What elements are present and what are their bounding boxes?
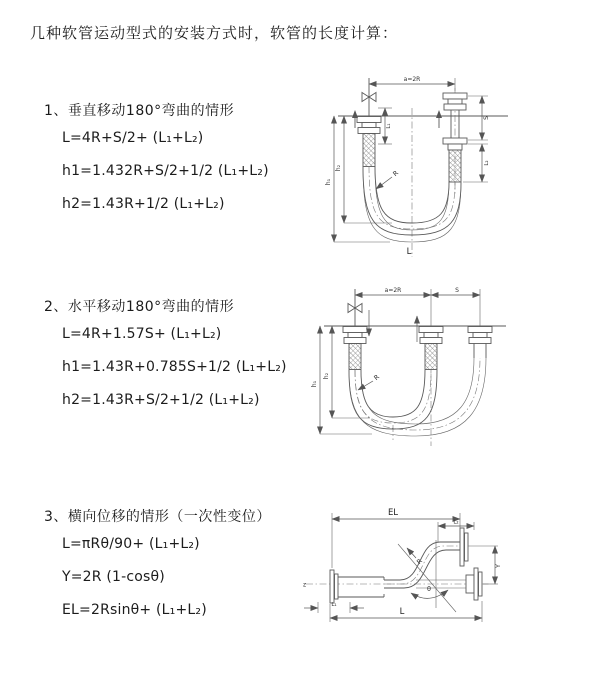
dim-s [431,287,480,295]
radius-callout [376,169,400,189]
section-1-heading: 1、垂直移动180°弯曲的情形 [44,103,235,119]
dim-span-label: a=2R [403,76,421,83]
dim-l2 [438,520,474,543]
dim-span-2r [369,76,455,91]
formula-line: h1=1.432R+S/2+1/2 (L₁+L₂) [62,163,269,179]
valve-symbol [348,289,362,326]
centerline-mark: z [303,581,307,589]
dim-h1-label: h₁ [325,178,332,186]
dim-h2-label: h₂ [335,164,342,172]
formula-line: h2=1.43R+1/2 (L₁+L₂) [62,196,225,212]
angle-theta-label: θ [427,585,431,593]
left-flange-pipe [330,570,384,603]
dim-l1 [378,108,392,144]
dim-h1-label: h₁ [311,380,318,388]
dim-l-label: L [399,607,405,617]
dim-l2 [463,144,490,182]
dim-s [468,96,490,140]
formula-line: L=πRθ/90+ (L₁+L₂) [62,536,200,552]
dim-el [332,508,460,568]
dim-l2-label: L₂ [453,519,459,526]
left-flange-fitting [343,327,367,370]
formula-line: L=4R+S/2+ (L₁+L₂) [62,130,204,146]
hose-s-curve [384,542,460,588]
right-flange-shifted-position [468,327,492,359]
formula-line: h2=1.43R+S/2+1/2 (L₁+L₂) [62,392,260,408]
dim-l [330,601,482,622]
formula-line: h1=1.43R+0.785S+1/2 (L₁+L₂) [62,359,287,375]
dim-h2-label: h₂ [323,372,330,380]
dim-l2-label: L₂ [484,160,490,166]
dim-l1 [304,602,364,613]
diagram-lateral-shift [298,500,600,645]
right-flange-lower-position [443,138,467,182]
radius-label: R [372,372,382,382]
top-flange-shifted-position [460,528,468,566]
radius-label: R [391,168,401,178]
right-pipe-original-position [416,568,482,600]
dim-s-label: S [483,116,490,120]
dim-span-2r [355,287,431,295]
dim-y-label: Y [494,564,502,568]
section-2-heading: 2、水平移动180°弯曲的情形 [44,299,235,315]
diagram-horizontal-bend [306,282,598,462]
formula-line: EL=2Rsinθ+ (L₁+L₂) [62,602,207,618]
length-label: L [406,247,412,257]
dim-l1-label: L₁ [386,123,392,129]
formula-line: L=4R+1.57S+ (L₁+L₂) [62,326,222,342]
dim-el-label: EL [387,508,399,518]
section-3-heading: 3、横向位移的情形（一次性变位） [44,509,271,525]
dim-s-label: S [455,287,459,294]
page-title: 几种软管运动型式的安装方式时，软管的长度计算： [30,24,399,42]
formula-line: Y=2R (1-cosθ) [62,569,165,585]
angle-theta [398,540,456,612]
middle-flange-fitting [419,327,443,370]
radius-label: R [415,557,425,567]
diagram-vertical-bend [312,70,600,260]
dim-l1-label: L₁ [331,602,337,608]
movement-arrow-right [436,110,442,128]
dim-span-label: a=2R [384,287,402,294]
left-flange-fitting [357,117,381,167]
